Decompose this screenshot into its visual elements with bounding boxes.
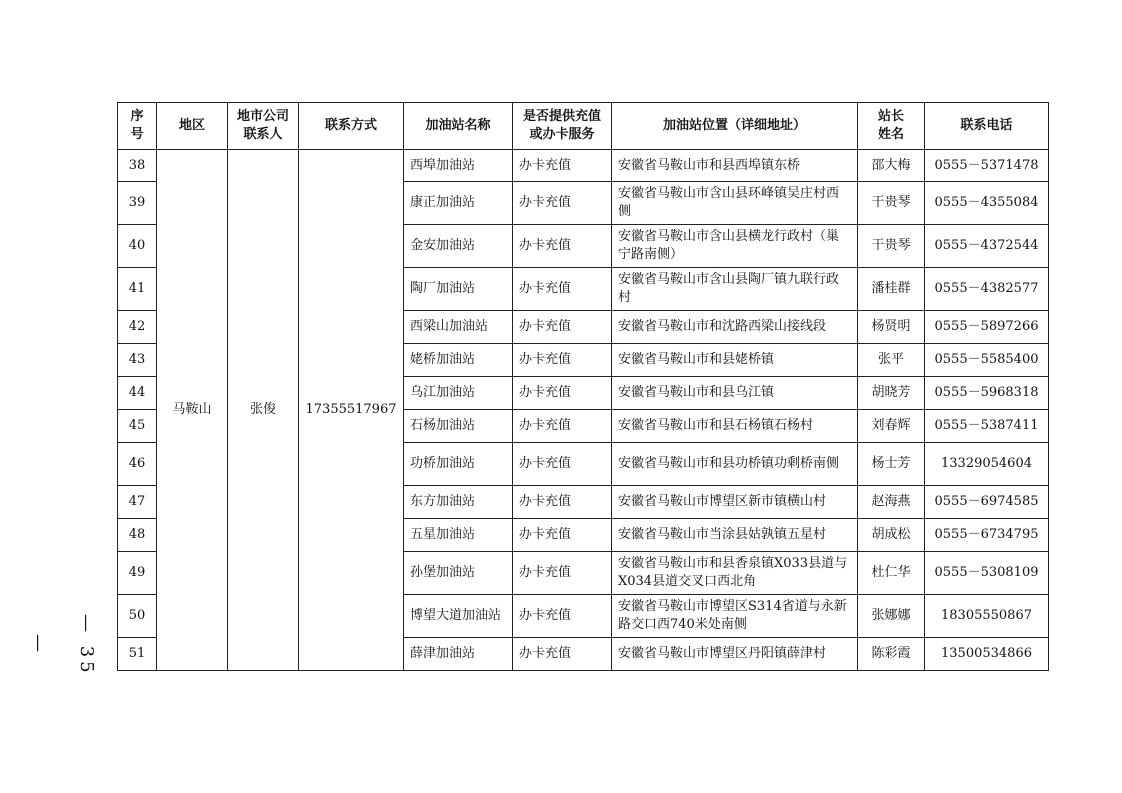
- cell-manager: 杨士芳: [858, 443, 925, 486]
- cell-phone: 0555－5968318: [925, 377, 1049, 410]
- cell-manager: 刘春辉: [858, 410, 925, 443]
- cell-contact-person: 张俊: [228, 150, 299, 671]
- cell-station-name: 西梁山加油站: [404, 311, 513, 344]
- cell-seq: 50: [118, 595, 157, 638]
- cell-address: 安徽省马鞍山市和县西埠镇东桥: [612, 150, 858, 182]
- cell-address: 安徽省马鞍山市和县石杨镇石杨村: [612, 410, 858, 443]
- cell-address: 安徽省马鞍山市和县姥桥镇: [612, 344, 858, 377]
- cell-service: 办卡充值: [513, 486, 612, 519]
- cell-region: 马鞍山: [157, 150, 228, 671]
- cell-manager: 胡成松: [858, 519, 925, 552]
- table-body: [118, 150, 1049, 671]
- cell-phone: 0555－6974585: [925, 486, 1049, 519]
- cell-phone: 13500534866: [925, 638, 1049, 671]
- cell-manager: 杨贤明: [858, 311, 925, 344]
- cell-phone: 0555－4382577: [925, 268, 1049, 311]
- cell-service: 办卡充值: [513, 268, 612, 311]
- header-seq-line2: 号: [130, 127, 144, 142]
- cell-address: 安徽省马鞍山市含山县环峰镇吴庄村西侧: [612, 182, 858, 225]
- cell-seq: 47: [118, 486, 157, 519]
- cell-contact-method: 17355517967: [299, 150, 404, 671]
- table-header-row: [118, 103, 1049, 150]
- cell-service: 办卡充值: [513, 638, 612, 671]
- cell-manager: 张平: [858, 344, 925, 377]
- cell-address: 安徽省马鞍山市当涂县姑孰镇五星村: [612, 519, 858, 552]
- cell-manager: 张娜娜: [858, 595, 925, 638]
- cell-phone: 0555－4355084: [925, 182, 1049, 225]
- cell-manager: 干贵琴: [858, 182, 925, 225]
- cell-service: 办卡充值: [513, 225, 612, 268]
- header-manager-line2: 姓名: [877, 127, 904, 142]
- cell-address: 安徽省马鞍山市含山县陶厂镇九联行政村: [612, 268, 858, 311]
- cell-seq: 49: [118, 552, 157, 595]
- header-contact-person-line1: 地市公司: [236, 109, 289, 124]
- cell-phone: 13329054604: [925, 443, 1049, 486]
- header-phone: 联系电话: [925, 103, 1049, 150]
- cell-seq: 38: [118, 150, 157, 182]
- cell-address: 安徽省马鞍山市和县乌江镇: [612, 377, 858, 410]
- cell-station-name: 博望大道加油站: [404, 595, 513, 638]
- cell-station-name: 石杨加油站: [404, 410, 513, 443]
- cell-seq: 44: [118, 377, 157, 410]
- cell-station-name: 孙堡加油站: [404, 552, 513, 595]
- cell-station-name: 乌江加油站: [404, 377, 513, 410]
- header-manager: [858, 103, 925, 150]
- page-number: — 35 —: [28, 613, 97, 677]
- cell-address: 安徽省马鞍山市和沈路西梁山接线段: [612, 311, 858, 344]
- cell-phone: 0555－6734795: [925, 519, 1049, 552]
- cell-manager: 邵大梅: [858, 150, 925, 182]
- cell-station-name: 姥桥加油站: [404, 344, 513, 377]
- cell-address: 安徽省马鞍山市博望区新市镇横山村: [612, 486, 858, 519]
- header-service-line1: 是否提供充值: [522, 109, 601, 124]
- cell-seq: 40: [118, 225, 157, 268]
- cell-station-name: 金安加油站: [404, 225, 513, 268]
- header-contact-person-line2: 联系人: [243, 127, 283, 142]
- cell-service: 办卡充值: [513, 443, 612, 486]
- cell-seq: 51: [118, 638, 157, 671]
- cell-phone: 0555－5585400: [925, 344, 1049, 377]
- table-row: [118, 150, 1049, 182]
- header-contact-person: [228, 103, 299, 150]
- header-manager-line1: 站长: [877, 109, 904, 124]
- cell-address: 安徽省马鞍山市和县香泉镇X033县道与X034县道交叉口西北角: [612, 552, 858, 595]
- cell-service: 办卡充值: [513, 552, 612, 595]
- cell-manager: 潘桂群: [858, 268, 925, 311]
- cell-service: 办卡充值: [513, 311, 612, 344]
- gas-station-table: [117, 102, 1049, 671]
- cell-seq: 45: [118, 410, 157, 443]
- cell-manager: 赵海燕: [858, 486, 925, 519]
- cell-service: 办卡充值: [513, 595, 612, 638]
- cell-seq: 42: [118, 311, 157, 344]
- header-contact-method: 联系方式: [299, 103, 404, 150]
- cell-service: 办卡充值: [513, 344, 612, 377]
- cell-phone: 0555－5308109: [925, 552, 1049, 595]
- cell-service: 办卡充值: [513, 182, 612, 225]
- cell-station-name: 五星加油站: [404, 519, 513, 552]
- cell-service: 办卡充值: [513, 410, 612, 443]
- cell-seq: 43: [118, 344, 157, 377]
- cell-service: 办卡充值: [513, 377, 612, 410]
- cell-address: 安徽省马鞍山市博望区丹阳镇薛津村: [612, 638, 858, 671]
- cell-phone: 0555－5897266: [925, 311, 1049, 344]
- cell-seq: 41: [118, 268, 157, 311]
- cell-seq: 39: [118, 182, 157, 225]
- cell-station-name: 薛津加油站: [404, 638, 513, 671]
- cell-address: 安徽省马鞍山市和县功桥镇功剩桥南侧: [612, 443, 858, 486]
- cell-service: 办卡充值: [513, 519, 612, 552]
- cell-manager: 杜仁华: [858, 552, 925, 595]
- cell-station-name: 陶厂加油站: [404, 268, 513, 311]
- cell-phone: 0555－5371478: [925, 150, 1049, 182]
- cell-seq: 46: [118, 443, 157, 486]
- cell-station-name: 东方加油站: [404, 486, 513, 519]
- cell-station-name: 康正加油站: [404, 182, 513, 225]
- header-station-name: 加油站名称: [404, 103, 513, 150]
- cell-address: 安徽省马鞍山市含山县横龙行政村（巢宁路南侧）: [612, 225, 858, 268]
- header-seq: [118, 103, 157, 150]
- cell-manager: 干贵琴: [858, 225, 925, 268]
- cell-address: 安徽省马鞍山市博望区S314省道与永新路交口西740米处南侧: [612, 595, 858, 638]
- cell-manager: 陈彩霞: [858, 638, 925, 671]
- cell-station-name: 功桥加油站: [404, 443, 513, 486]
- cell-phone: 0555－4372544: [925, 225, 1049, 268]
- cell-phone: 18305550867: [925, 595, 1049, 638]
- cell-station-name: 西埠加油站: [404, 150, 513, 182]
- cell-phone: 0555－5387411: [925, 410, 1049, 443]
- cell-seq: 48: [118, 519, 157, 552]
- header-service: [513, 103, 612, 150]
- header-address: 加油站位置（详细地址）: [612, 103, 858, 150]
- header-seq-line1: 序: [130, 109, 144, 124]
- header-region: 地区: [157, 103, 228, 150]
- cell-service: 办卡充值: [513, 150, 612, 182]
- cell-manager: 胡晓芳: [858, 377, 925, 410]
- header-service-line2: 或办卡服务: [529, 127, 595, 142]
